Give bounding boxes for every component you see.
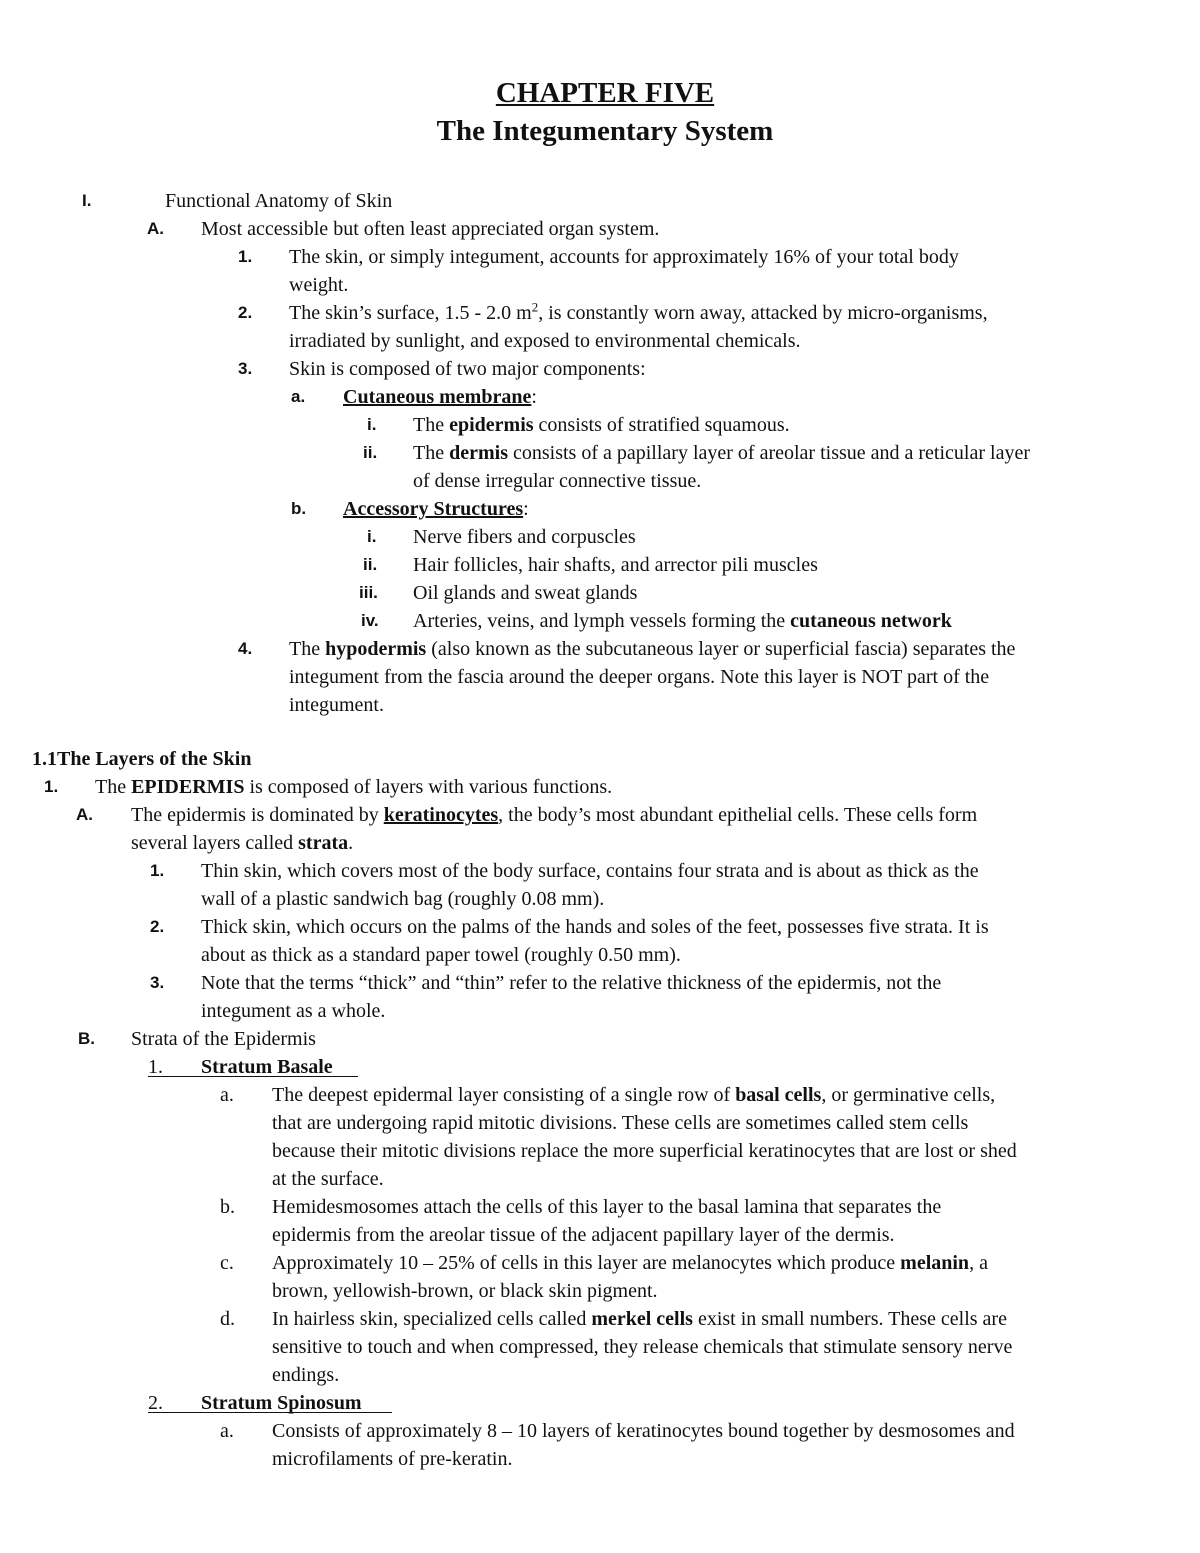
bold-term: cutaneous network bbox=[790, 610, 952, 632]
list-item: Skin is composed of two major components: bbox=[289, 358, 646, 380]
outline-marker: B. bbox=[78, 1029, 95, 1048]
list-item-cont: at the surface. bbox=[272, 1168, 384, 1190]
outline-marker: 1. bbox=[148, 1056, 163, 1078]
text-run: : bbox=[523, 498, 529, 520]
text-run: The epidermis is dominated by bbox=[131, 804, 384, 826]
list-item-cont: of dense irregular connective tissue. bbox=[413, 470, 702, 492]
list-item bbox=[343, 383, 537, 411]
text-run: : bbox=[531, 386, 537, 408]
bold-term: merkel cells bbox=[591, 1308, 693, 1330]
outline-marker: d. bbox=[220, 1308, 235, 1330]
text-run: The deepest epidermal layer consisting of a single row of bbox=[272, 1084, 736, 1106]
list-item-cont bbox=[131, 829, 353, 857]
text-run: several layers called bbox=[131, 832, 299, 854]
list-item bbox=[272, 1249, 988, 1277]
outline-marker: ii. bbox=[363, 443, 378, 462]
text-run: (also known as the subcutaneous layer or superficial fascia) separates the bbox=[426, 638, 1016, 660]
list-item: Hair follicles, hair shafts, and arrector pili muscles bbox=[413, 554, 818, 576]
text-run: The bbox=[95, 776, 132, 798]
bold-term: basal cells bbox=[735, 1084, 822, 1106]
list-item-cont: wall of a plastic sandwich bag (roughly 0.08 mm). bbox=[201, 888, 605, 910]
list-item-cont: irradiated by sunlight, and exposed to environmental chemicals. bbox=[289, 330, 801, 352]
text-run: Arteries, veins, and lymph vessels forming the bbox=[413, 610, 791, 632]
list-item: Strata of the Epidermis bbox=[131, 1028, 316, 1050]
outline-marker: 3. bbox=[150, 973, 165, 992]
outline-marker: a. bbox=[291, 387, 306, 406]
outline-marker: iii. bbox=[359, 583, 378, 602]
list-item: Hemidesmosomes attach the cells of this layer to the basal lamina that separates the bbox=[272, 1196, 942, 1218]
list-item bbox=[343, 495, 529, 523]
stratum-heading: Stratum Basale bbox=[201, 1056, 333, 1078]
outline-marker: ii. bbox=[363, 555, 378, 574]
outline-marker: b. bbox=[291, 499, 307, 518]
text-run: , or germinative cells, bbox=[821, 1084, 996, 1106]
list-item-cont: integument as a whole. bbox=[201, 1000, 386, 1022]
outline-marker: 2. bbox=[238, 303, 253, 322]
text-run: In hairless skin, specialized cells called bbox=[272, 1308, 592, 1330]
title-block bbox=[0, 74, 1200, 150]
list-item bbox=[413, 439, 1030, 467]
outline-marker: i. bbox=[367, 527, 377, 546]
list-item: Consists of approximately 8 – 10 layers of keratinocytes bound together by desmosomes and bbox=[272, 1420, 1015, 1442]
outline-marker: i. bbox=[367, 415, 377, 434]
text-run: is composed of layers with various functions. bbox=[244, 776, 613, 798]
list-item-cont: weight. bbox=[289, 274, 349, 296]
text-run: Approximately 10 – 25% of cells in this layer are melanocytes which produce bbox=[272, 1252, 901, 1274]
list-item-cont: about as thick as a standard paper towel (roughly 0.50 mm). bbox=[201, 944, 681, 966]
stratum-heading: Stratum Spinosum bbox=[201, 1392, 362, 1414]
outline-marker: a. bbox=[220, 1420, 234, 1442]
list-item bbox=[272, 1305, 1007, 1333]
list-item-cont: epidermis from the areolar tissue of the adjacent papillary layer of the dermis. bbox=[272, 1224, 895, 1246]
list-item-cont: integument from the fascia around the deeper organs. Note this layer is NOT part of the bbox=[289, 666, 990, 688]
outline-marker: 1. bbox=[238, 247, 253, 266]
outline-marker: 4. bbox=[238, 639, 253, 658]
bold-term: EPIDERMIS bbox=[131, 776, 245, 798]
outline-marker: 1. bbox=[150, 861, 165, 880]
list-item: Thin skin, which covers most of the body surface, contains four strata and is about as thick as the bbox=[201, 860, 979, 882]
list-item bbox=[289, 635, 1015, 663]
list-item: The skin, or simply integument, accounts for approximately 16% of your total body bbox=[289, 246, 959, 268]
outline-marker: b. bbox=[220, 1196, 235, 1218]
list-item-cont: brown, yellowish-brown, or black skin pigment. bbox=[272, 1280, 658, 1302]
text-run: . bbox=[348, 832, 354, 854]
bold-term: hypodermis bbox=[325, 638, 427, 660]
list-item-cont: endings. bbox=[272, 1364, 340, 1386]
list-item bbox=[289, 299, 988, 327]
text-run: , a bbox=[969, 1252, 988, 1274]
text-run: exist in small numbers. These cells are bbox=[692, 1308, 1007, 1330]
underlined-term: keratinocytes bbox=[383, 804, 499, 826]
list-item bbox=[272, 1081, 995, 1109]
list-item bbox=[131, 801, 977, 829]
text-run: consists of a papillary layer of areolar tissue and a reticular layer bbox=[507, 442, 1030, 464]
bold-term: epidermis bbox=[449, 414, 534, 436]
list-item bbox=[95, 773, 612, 801]
outline-marker: 1. bbox=[44, 777, 59, 796]
list-item-cont: sensitive to touch and when compressed, they release chemicals that stimulate sensory nerve bbox=[272, 1336, 1013, 1358]
section-title: Functional Anatomy of Skin bbox=[165, 190, 393, 212]
list-item-cont: integument. bbox=[289, 694, 384, 716]
list-item: Oil glands and sweat glands bbox=[413, 582, 638, 604]
underlined-term: Cutaneous membrane bbox=[343, 386, 532, 408]
outline-marker: 2. bbox=[150, 917, 165, 936]
bold-term: dermis bbox=[449, 442, 508, 464]
text-run: , is constantly worn away, attacked by micro-organisms, bbox=[538, 302, 988, 324]
chapter-heading: CHAPTER FIVE bbox=[495, 77, 715, 109]
outline-marker: iv. bbox=[361, 611, 379, 630]
text-run: The bbox=[413, 442, 450, 464]
text-run: consists of stratified squamous. bbox=[533, 414, 790, 436]
text-run: , the body’s most abundant epithelial cells. These cells form bbox=[498, 804, 978, 826]
list-item bbox=[413, 607, 952, 635]
outline-marker: I. bbox=[82, 191, 92, 210]
text-run: The bbox=[413, 414, 450, 436]
outline-marker: 2. bbox=[148, 1392, 163, 1414]
list-item: Most accessible but often least appreciated organ system. bbox=[201, 218, 660, 240]
bold-term: melanin bbox=[900, 1252, 970, 1274]
outline-marker: 3. bbox=[238, 359, 253, 378]
bold-term: strata bbox=[298, 832, 349, 854]
list-item bbox=[413, 411, 790, 439]
list-item: Nerve fibers and corpuscles bbox=[413, 526, 636, 548]
outline-marker: a. bbox=[220, 1084, 234, 1106]
outline-marker: A. bbox=[76, 805, 93, 824]
outline-marker: A. bbox=[147, 219, 164, 238]
superscript: 2 bbox=[531, 299, 539, 315]
outline-marker: c. bbox=[220, 1252, 234, 1274]
underlined-term: Accessory Structures bbox=[343, 498, 524, 520]
chapter-subtitle: The Integumentary System bbox=[436, 115, 774, 147]
list-item-cont: microfilaments of pre-keratin. bbox=[272, 1448, 513, 1470]
list-item-cont: that are undergoing rapid mitotic divisions. These cells are sometimes called stem cells bbox=[272, 1112, 969, 1134]
section-heading: 1.1The Layers of the Skin bbox=[32, 748, 252, 770]
text-run: The skin’s surface, 1.5 - 2.0 m bbox=[289, 302, 532, 324]
list-item-cont: because their mitotic divisions replace the more superficial keratinocytes that are lost or shed bbox=[272, 1140, 1017, 1162]
list-item: Note that the terms “thick” and “thin” refer to the relative thickness of the epidermis, not the bbox=[201, 972, 942, 994]
text-run: The bbox=[289, 638, 326, 660]
list-item: Thick skin, which occurs on the palms of the hands and soles of the feet, possesses five strata. It is bbox=[201, 916, 989, 938]
